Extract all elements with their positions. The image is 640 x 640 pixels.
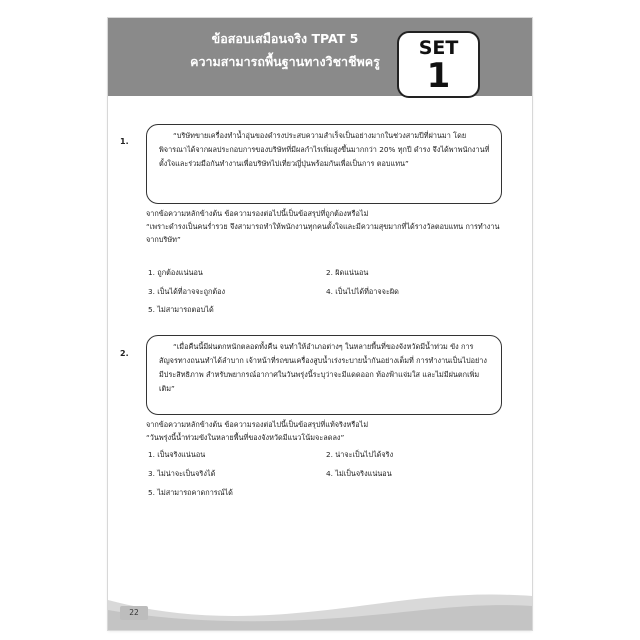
exam-page: [108, 18, 532, 630]
header-title-line2: ความสามารถพื้นฐานทางวิชาชีพครู: [190, 54, 380, 69]
passage-text: “บริษัทขายเครื่องทำน้ำอุ่นของดำรงประสบความสำเร็จเป็นอย่างมากในช่วงสามปีที่ผ่านมา โดยพิจารณาได้จากผลประกอบการของบริษัทที่มีผลกำไรเพิ่มสูงขึ้นมากกว่า 20% ทุกปี ดำรง จึงได้พาพนักงานที่ตั้งใจและร่วมมือกันทำงานเพื่อบริษัทไปเที่ยวญี่ปุ่นพร้อมกันเพื่อเป็นการ ตอบแทน”: [159, 131, 490, 168]
prompt-line-1: จากข้อความหลักข้างต้น ข้อความรองต่อไปนี้เป็นข้อสรุปที่ถูกต้องหรือไม่: [146, 209, 369, 218]
header-title-line1: ข้อสอบเสมือนจริง TPAT 5: [211, 31, 359, 46]
prompt-line-2: “วันพรุ่งนี้น้ำท่วมขังในหลายพื้นที่ของจังหวัดมีแนวโน้มจะลดลง”: [146, 433, 345, 442]
answer-option[interactable]: 2. ผิดแน่นอน: [326, 268, 369, 277]
footer-wave: [108, 586, 532, 630]
passage-box: [146, 335, 502, 415]
question-prompt: [146, 207, 506, 246]
page-number: 22: [120, 606, 148, 620]
answer-option[interactable]: 3. เป็นได้ที่อาจจะถูกต้อง: [148, 287, 226, 296]
answer-option[interactable]: 1. ถูกต้องแน่นอน: [148, 268, 203, 277]
answer-option[interactable]: 1. เป็นจริงแน่นอน: [148, 450, 206, 459]
prompt-line-1: จากข้อความหลักข้างต้น ข้อความรองต่อไปนี้เป็นข้อสรุปที่แท้จริงหรือไม่: [146, 420, 369, 429]
set-badge: [397, 31, 480, 98]
question-prompt: [146, 418, 506, 444]
question-number: 1.: [120, 137, 129, 146]
passage-box: [146, 124, 502, 204]
question-number: 2.: [120, 349, 129, 358]
set-number: 1: [426, 56, 451, 96]
answer-option[interactable]: 5. ไม่สามารถคาดการณ์ได้: [148, 488, 233, 497]
answer-option[interactable]: 4. ไม่เป็นจริงแน่นอน: [326, 469, 392, 478]
answer-option[interactable]: 2. น่าจะเป็นไปได้จริง: [326, 450, 394, 459]
set-label: SET: [418, 37, 459, 59]
answer-option[interactable]: 3. ไม่น่าจะเป็นจริงได้: [148, 469, 216, 478]
prompt-line-2: “เพราะดำรงเป็นคนร่ำรวย จึงสามารถทำให้พนักงานทุกคนตั้งใจและมีความสุขมากที่ได้รางวัลตอบแทน การทำงานจากบริษัท”: [146, 222, 500, 244]
answer-option[interactable]: 5. ไม่สามารถตอบได้: [148, 305, 214, 314]
passage-text: “เมื่อคืนนี้มีฝนตกหนักตลอดทั้งคืน จนทำให้อำเภอต่างๆ ในหลายพื้นที่ของจังหวัดมีน้ำท่วม ขัง การสัญจรทางถนนทำได้ลำบาก เจ้าหน้าที่รถขนเครื่องสูบน้ำเร่งระบายน้ำกันอย่างเต็มที่ การทำงานเป็นไปอย่างมีประสิทธิภาพ สำหรับพยากรณ์อากาศในวันพรุ่งนี้ระบุว่าจะมีแดดออก ท้องฟ้าแจ่มใส และไม่มีฝนตกเพิ่มเติม”: [159, 342, 487, 393]
answer-option[interactable]: 4. เป็นไปได้ที่อาจจะผิด: [326, 287, 399, 296]
